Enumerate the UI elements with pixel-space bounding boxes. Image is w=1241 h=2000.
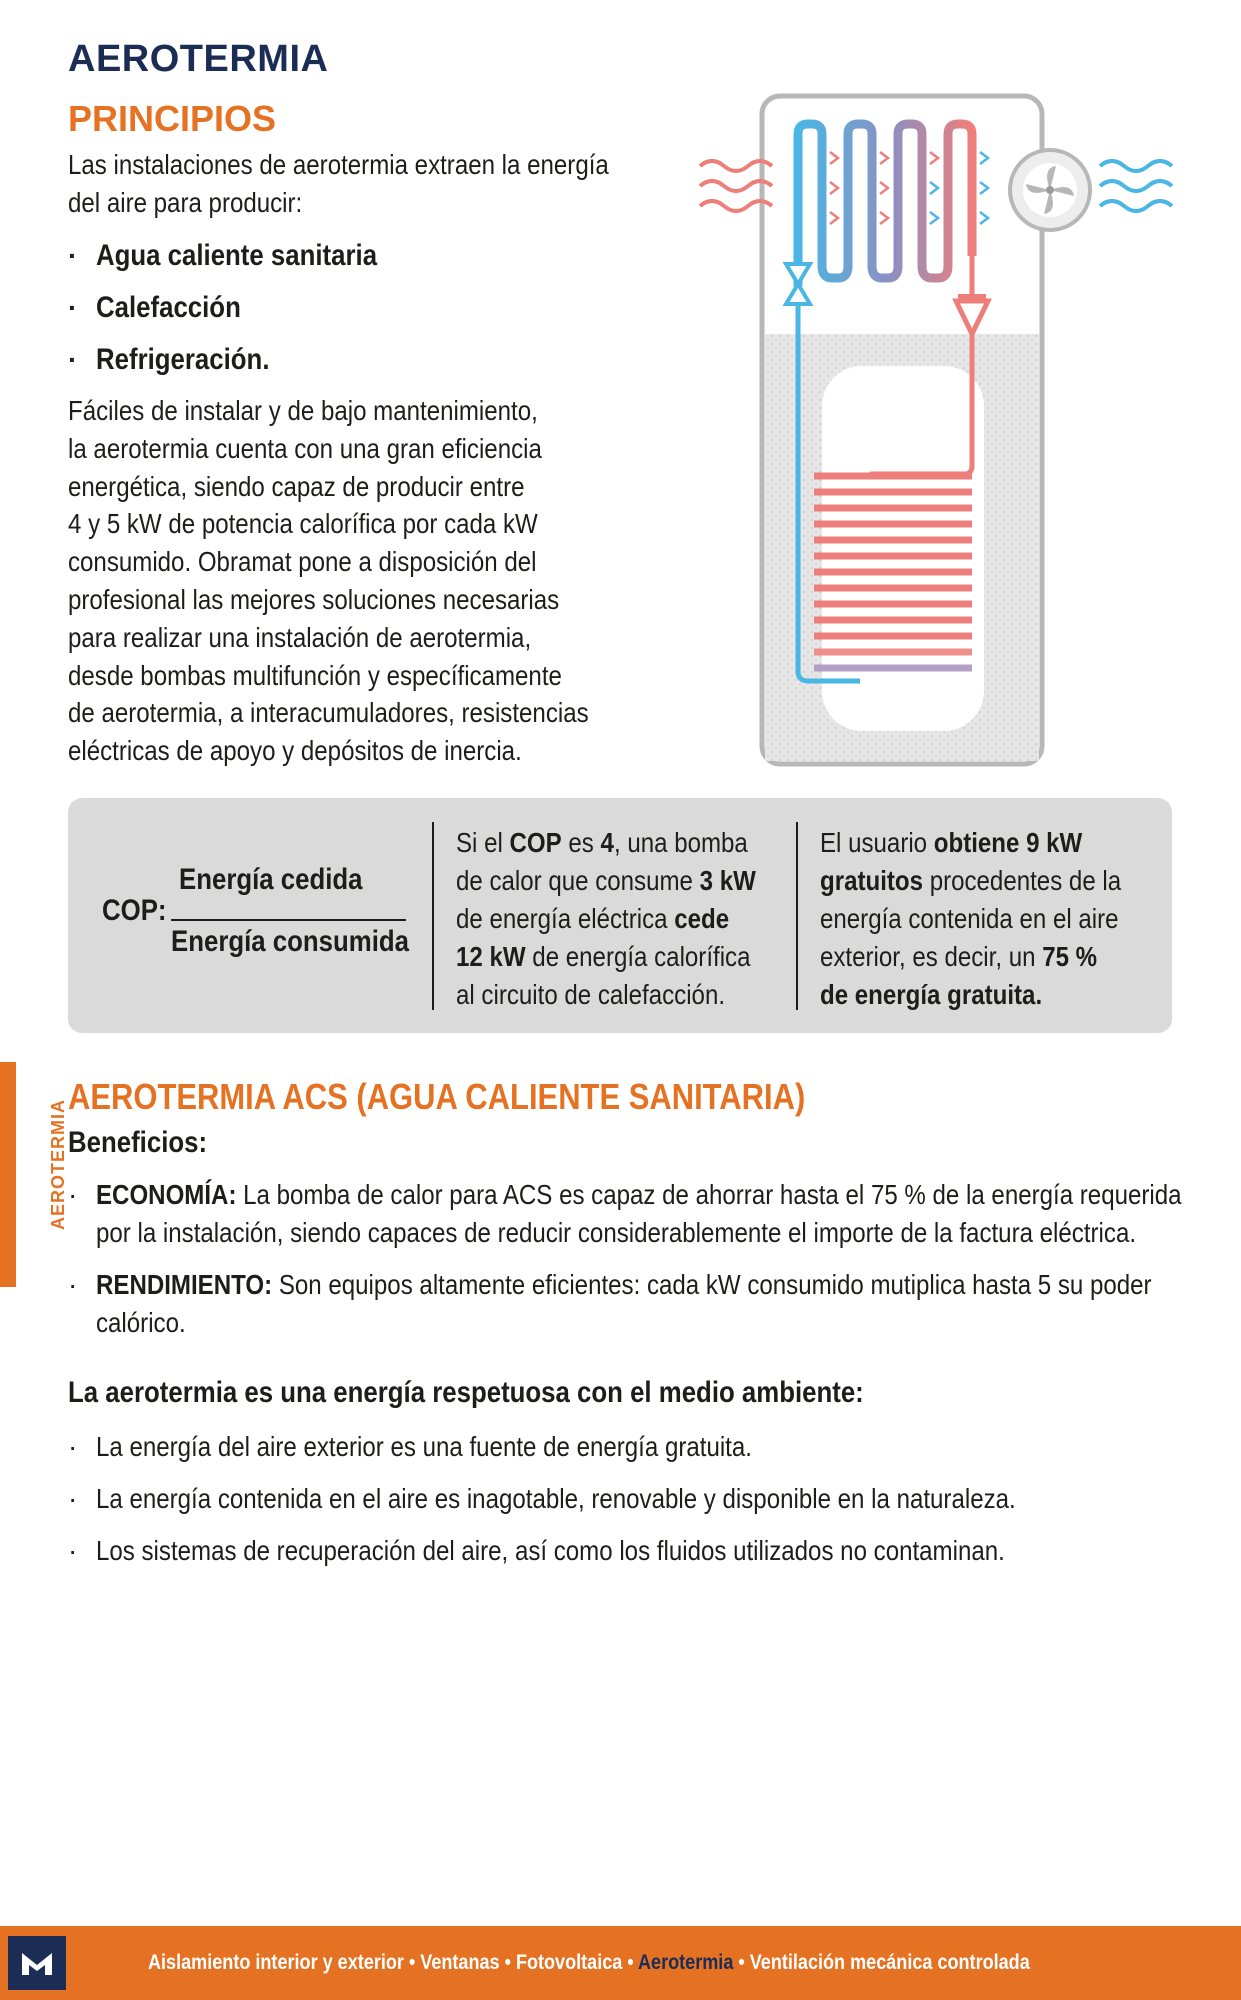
cop-numerator: Energía cedida <box>179 863 363 896</box>
cold-air-wave <box>1100 201 1172 211</box>
description-line: 4 y 5 kW de potencia calorífica por cada kW <box>68 508 538 540</box>
water-tank <box>822 366 984 731</box>
cold-air-wave <box>1100 181 1172 191</box>
cop-result-text: El usuario obtiene 9 kW gratuitos procedentes de la energía contenida en el aire exterior, es decir, un 75 % de energía gratuita. <box>820 827 1122 1010</box>
cop-example-text: Si el COP es 4, una bomba de calor que consume 3 kW de energía eléctrica cede 12 kW de energía calorífica al circuito de calefacción. <box>456 827 756 1010</box>
benefit-label: ECONOMÍA: <box>96 1179 237 1210</box>
list-item: · Refrigeración. <box>68 336 628 388</box>
use-label: Agua caliente sanitaria <box>96 239 378 272</box>
use-label: Calefacción <box>96 291 241 324</box>
section-title-principios: PRINCIPIOS <box>68 98 277 139</box>
fan-icon <box>1010 150 1090 230</box>
list-item: · La energía del aire exterior es una fuente de energía gratuita. <box>68 1431 752 1462</box>
list-item: · Agua caliente sanitaria <box>68 232 628 284</box>
side-tab-label: AEROTERMIA <box>48 1099 68 1230</box>
use-label: Refrigeración. <box>96 343 270 376</box>
environment-list <box>68 1428 1188 1570</box>
cold-air-wave <box>1100 161 1172 171</box>
nav-items[interactable]: • Ventilación mecánica controlada <box>733 1951 1030 1974</box>
cop-label: COP: <box>102 894 167 927</box>
footer-nav-bar <box>0 1926 1241 2000</box>
description-line: consumido. Obramat pone a disposición del <box>68 546 537 578</box>
cop-info-box <box>68 798 1172 1033</box>
benefit-label: RENDIMIENTO: <box>96 1269 273 1300</box>
cop-denominator: Energía consumida <box>171 925 410 958</box>
description-line: desde bombas multifunción y específicamente <box>68 659 562 691</box>
page-title: AEROTERMIA <box>68 38 329 80</box>
description-line: para realizar una instalación de aerotermia, <box>68 621 532 653</box>
list-item: · Los sistemas de recuperación del aire, así como los fluidos utilizados no contaminan. <box>68 1535 1005 1566</box>
description-line: eléctricas de apoyo y depósitos de inercia. <box>68 735 522 767</box>
description-line: de aerotermia, a interacumuladores, resistencias <box>68 697 589 729</box>
intro-text <box>68 146 628 222</box>
section-nav[interactable] <box>148 1926 1173 2000</box>
description-line: la aerotermia cuenta con una gran eficiencia <box>68 432 542 464</box>
list-item: · Calefacción <box>68 284 628 336</box>
description-line: energética, siendo capaz de producir entre <box>68 470 525 502</box>
nav-item-active[interactable]: Aerotermia <box>638 1951 734 1974</box>
benefits-list <box>68 1176 1188 1342</box>
divider <box>796 822 798 1010</box>
logo-m-icon <box>20 1949 54 1977</box>
divider <box>432 822 434 1010</box>
condenser-coil <box>814 476 972 668</box>
list-item: · La energía contenida en el aire es inagotable, renovable y disponible en la naturaleza. <box>68 1483 1016 1514</box>
nav-items[interactable]: Aislamiento interior y exterior • Ventanas • Fotovoltaica • <box>148 1951 639 1974</box>
description-paragraph <box>68 392 616 770</box>
intro-line: del aire para producir: <box>68 187 303 218</box>
intro-line: Las instalaciones de aerotermia extraen la energía <box>68 149 609 180</box>
uses-list <box>68 232 628 388</box>
description-line: Fáciles de instalar y de bajo mantenimiento, <box>68 395 538 426</box>
list-item: · RENDIMIENTO: Son equipos altamente eficientes: cada kW consumido mutiplica hasta 5 su poder calórico. <box>68 1269 1152 1338</box>
list-item: · ECONOMÍA: La bomba de calor para ACS es capaz de ahorrar hasta el 75 % de la energía requerida por la instalación, siendo capaces de reducir considerablemente el importe de la factura eléctrica. <box>68 1179 1182 1248</box>
description-line: profesional las mejores soluciones necesarias <box>68 583 560 615</box>
obramat-logo <box>8 1936 66 1990</box>
benefits-title: Beneficios: <box>68 1126 208 1159</box>
side-tab-marker <box>0 1062 16 1287</box>
section-title-acs: AEROTERMIA ACS (AGUA CALIENTE SANITARIA) <box>68 1076 806 1117</box>
environment-title: La aerotermia es una energía respetuosa con el medio ambiente: <box>68 1376 864 1409</box>
fraction-line <box>171 919 406 921</box>
heat-pump-diagram <box>690 86 1180 776</box>
